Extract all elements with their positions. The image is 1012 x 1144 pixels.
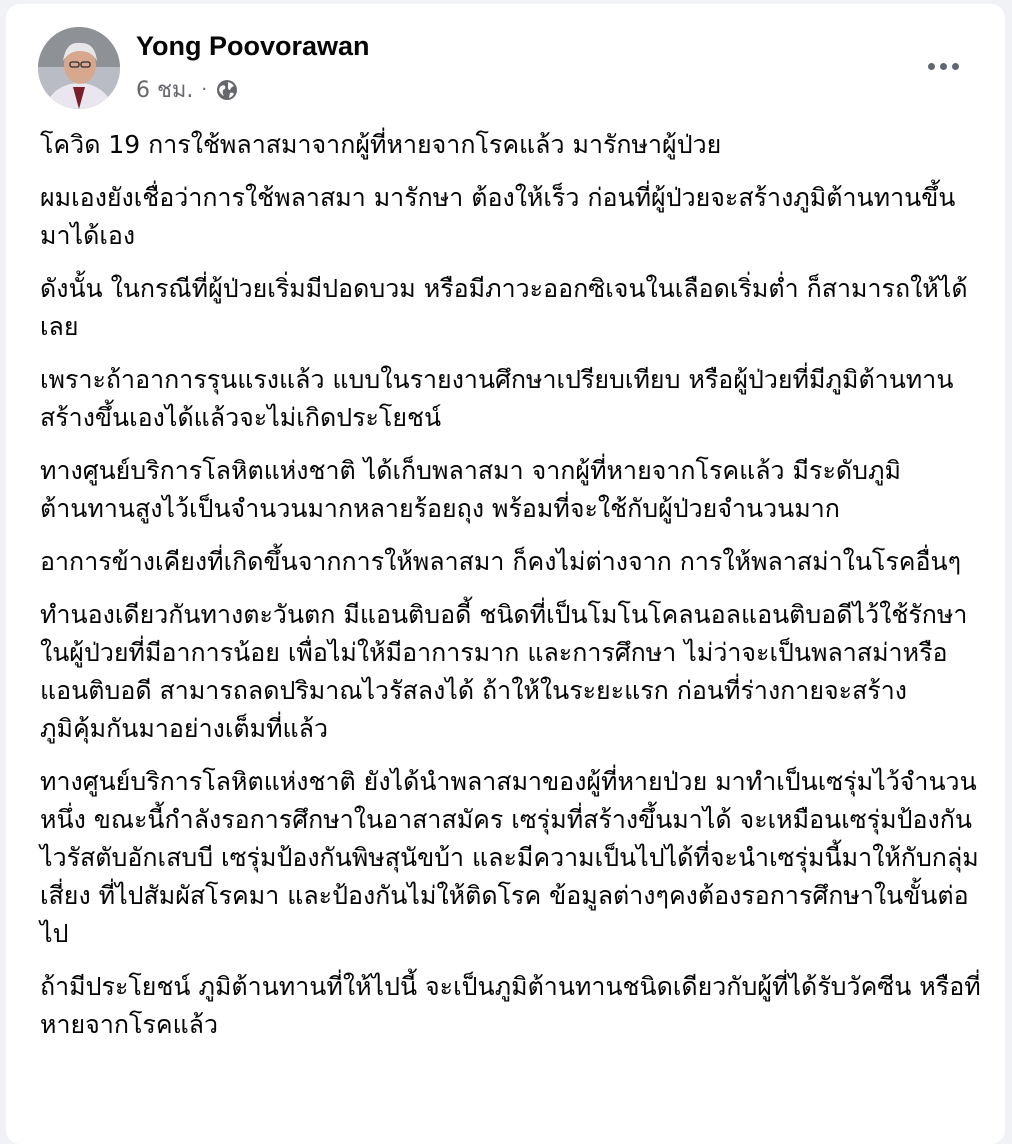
post-header — [6, 4, 1005, 122]
more-horizontal-icon — [928, 63, 935, 70]
post-paragraph: ถ้ามีประโยชน์ ภูมิต้านทานที่ให้ไปนี้ จะเป็นภูมิต้านทานชนิดเดียวกับผู้ที่ได้รับวัคซีน หรือที่หายจากโรคแล้ว — [40, 972, 981, 1039]
more-options-button[interactable] — [921, 48, 965, 84]
author-name[interactable]: Yong Poovorawan — [136, 31, 370, 61]
post-text — [40, 126, 985, 1059]
post-paragraph: ทางศูนย์บริการโลหิตแห่งชาติ ได้เก็บพลาสมา จากผู้ที่หายจากโรคแล้ว มีระดับภูมิต้านทานสูงไว้เป็นจำนวนมากหลายร้อยถุง พร้อมที่จะใช้กับผู้ป่วยจำนวนมาก — [40, 456, 901, 523]
post-paragraph: ทำนองเดียวกันทางตะวันตก มีแอนติบอดี้ ชนิดที่เป็นโมโนโคลนอลแอนติบอดีไว้ใช้รักษาในผู้ป่วยที่มีอาการน้อย เพื่อไม่ให้มีอาการมาก และการศึกษา ไม่ว่าจะเป็นพลาสม่าหรือแอนติบอดี สามารถลดปริมาณไวรัสลงได้ ถ้าให้ในระยะแรก ก่อนที่ร่างกายจะสร้างภูมิคุ้มกันมาอย่างเต็มที่แล้ว — [40, 600, 968, 743]
avatar[interactable] — [38, 27, 120, 109]
globe-icon[interactable] — [215, 78, 239, 102]
post-meta — [136, 72, 239, 107]
post-paragraph: โควิด 19 การใช้พลาสมาจากผู้ที่หายจากโรคแล้ว มารักษาผู้ป่วย — [40, 130, 722, 159]
meta-separator: · — [201, 79, 208, 100]
post-card — [6, 4, 1005, 1144]
post-paragraph: ทางศูนย์บริการโลหิตแห่งชาติ ยังได้นำพลาสมาของผู้ที่หายป่วย มาทำเป็นเซรุ่มไว้จำนวนหนึ่ง ขณะนี้กำลังรอการศึกษาในอาสาสมัคร เซรุ่มที่สร้างขึ้นมาได้ จะเหมือนเซรุ่มป้องกันไวรัสตับอักเสบบี เซรุ่มป้องกันพิษสุนัขบ้า และมีความเป็นไปได้ที่จะนำเซรุ่มนี้มาให้กับกลุ่มเสี่ยง ที่ไปสัมผัสโรคมา และป้องกันไม่ให้ติดโรค ข้อมูลต่างๆคงต้องรอการศึกษาในขั้นต่อไป — [40, 767, 979, 948]
post-paragraph: อาการข้างเคียงที่เกิดขึ้นจากการให้พลาสมา ก็คงไม่ต่างจาก การให้พลาสม่าในโรคอื่นๆ — [40, 547, 962, 576]
post-timestamp[interactable]: 6 ชม. — [136, 78, 194, 103]
post-paragraph: เพราะถ้าอาการรุนแรงแล้ว แบบในรายงานศึกษาเปรียบเทียบ หรือผู้ป่วยที่มีภูมิต้านทานสร้างขึ้นเองได้แล้วจะไม่เกิดประโยชน์ — [40, 365, 954, 432]
post-paragraph: ดังนั้น ในกรณีที่ผู้ป่วยเริ่มมีปอดบวม หรือมีภาวะออกซิเจนในเลือดเริ่มต่ำ ก็สามารถให้ได้เลย — [40, 274, 968, 341]
post-paragraph: ผมเองยังเชื่อว่าการใช้พลาสมา มารักษา ต้องให้เร็ว ก่อนที่ผู้ป่วยจะสร้างภูมิต้านทานขึ้นมาได้เอง — [40, 183, 956, 250]
